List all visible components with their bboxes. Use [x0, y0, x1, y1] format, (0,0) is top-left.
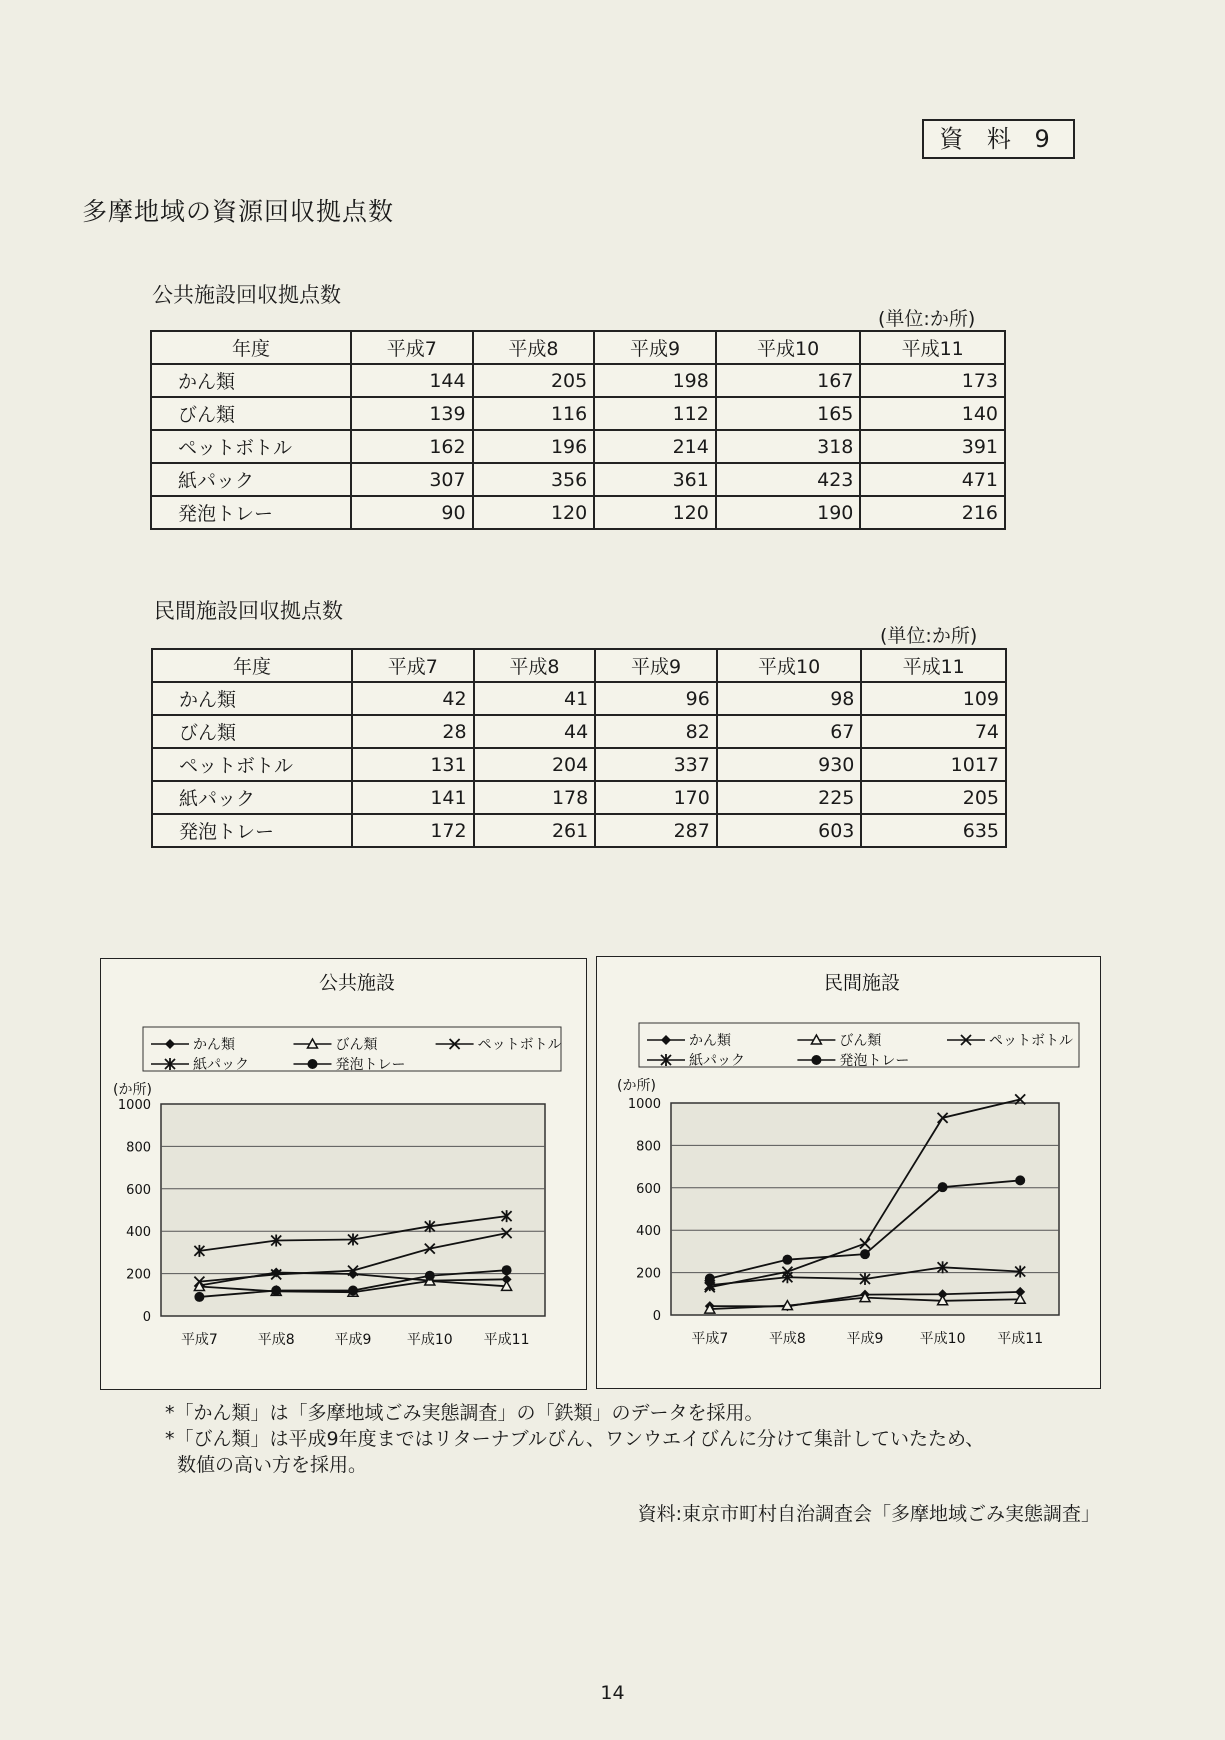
table-cell: 165	[716, 397, 861, 430]
row-label: びん類	[151, 397, 351, 430]
x-tick-label: 平成10	[406, 1332, 453, 1348]
header-cell: 平成10	[717, 649, 862, 682]
table-cell: 96	[595, 682, 717, 715]
table-cell: 1017	[861, 748, 1006, 781]
x-tick-label: 平成9	[334, 1332, 372, 1348]
legend-label: びん類	[335, 1037, 378, 1053]
legend-item	[293, 1036, 377, 1053]
data-point	[705, 1274, 715, 1284]
chart-title: 公共施設	[318, 972, 396, 994]
diamond-marker	[661, 1035, 671, 1045]
legend-item	[151, 1036, 235, 1053]
table-cell: 144	[351, 364, 473, 397]
table-header-row	[152, 649, 1006, 682]
legend-label: 発泡トレー	[839, 1053, 910, 1069]
page-number: 14	[600, 1682, 625, 1704]
row-label: 紙パック	[152, 781, 352, 814]
legend-item	[647, 1032, 731, 1049]
row-label: びん類	[152, 715, 352, 748]
data-point	[194, 1292, 204, 1302]
public-table-title: 公共施設回収拠点数	[152, 283, 341, 307]
table-cell: 198	[594, 364, 716, 397]
header-cell: 平成8	[473, 331, 595, 364]
circle-marker	[811, 1055, 821, 1065]
private-chart	[596, 956, 1101, 1389]
table-cell: 44	[474, 715, 596, 748]
legend-label: ペットボトル	[477, 1037, 562, 1053]
data-point	[348, 1286, 358, 1296]
circle-marker	[1015, 1175, 1025, 1185]
table-row	[151, 364, 1005, 397]
note-line: *「びん類」は平成9年度まではリターナブルびん、ワンウエイびんに分けて集計していたため、	[165, 1428, 985, 1450]
y-tick-label: 0	[142, 1310, 151, 1325]
legend-marker	[661, 1035, 671, 1045]
y-tick-label: 200	[126, 1267, 151, 1283]
table-cell: 173	[860, 364, 1005, 397]
row-label: 発泡トレー	[152, 814, 352, 847]
circle-marker	[705, 1274, 715, 1284]
table-row	[151, 463, 1005, 496]
circle-marker	[271, 1286, 281, 1296]
table-header-row	[151, 331, 1005, 364]
header-cell: 平成9	[595, 649, 717, 682]
table-cell: 98	[717, 682, 862, 715]
table-cell: 140	[860, 397, 1005, 430]
row-label: ペットボトル	[152, 748, 352, 781]
private-table	[151, 648, 1007, 848]
private-chart-canvas	[597, 957, 1099, 1387]
document-label: 資 料 9	[922, 119, 1075, 159]
note-line: *「かん類」は「多摩地域ごみ実態調査」の「鉄類」のデータを採用。	[165, 1402, 764, 1424]
circle-marker	[425, 1271, 435, 1281]
table-cell: 261	[474, 814, 596, 847]
y-axis-unit: (か所)	[113, 1082, 152, 1098]
page-title: 多摩地域の資源回収拠点数	[82, 197, 395, 226]
legend-item	[947, 1033, 1073, 1049]
table-row	[152, 682, 1006, 715]
row-label: かん類	[152, 682, 352, 715]
table-cell: 67	[717, 715, 862, 748]
table-cell: 170	[595, 781, 717, 814]
y-tick-label: 1000	[117, 1098, 151, 1113]
data-point	[271, 1286, 281, 1296]
legend-marker	[165, 1039, 175, 1049]
x-tick-label: 平成9	[846, 1331, 884, 1347]
table-cell: 120	[594, 496, 716, 529]
source-citation: 資料:東京市町村自治調査会「多摩地域ごみ実態調査」	[637, 1503, 1100, 1525]
row-label: 紙パック	[151, 463, 351, 496]
table-row	[151, 430, 1005, 463]
table-cell: 172	[352, 814, 474, 847]
x-tick-label: 平成10	[919, 1331, 966, 1347]
table-cell: 190	[716, 496, 861, 529]
table-cell: 162	[351, 430, 473, 463]
y-axis-unit: (か所)	[617, 1078, 656, 1094]
header-cell: 平成11	[861, 649, 1006, 682]
header-cell: 平成9	[594, 331, 716, 364]
x-tick-label: 平成11	[997, 1331, 1044, 1347]
public-chart	[100, 958, 587, 1390]
table-cell: 42	[352, 682, 474, 715]
table-row	[152, 715, 1006, 748]
data-point	[938, 1182, 948, 1192]
data-point	[782, 1255, 792, 1265]
table-cell: 178	[474, 781, 596, 814]
table-cell: 139	[351, 397, 473, 430]
table-row	[152, 814, 1006, 847]
table-cell: 109	[861, 682, 1006, 715]
circle-marker	[782, 1255, 792, 1265]
header-cell: 平成11	[860, 331, 1005, 364]
table-cell: 205	[473, 364, 595, 397]
data-point	[425, 1271, 435, 1281]
header-cell: 年度	[152, 649, 352, 682]
header-cell: 年度	[151, 331, 351, 364]
y-tick-label: 200	[636, 1266, 661, 1282]
table-cell: 214	[594, 430, 716, 463]
y-tick-label: 800	[126, 1140, 151, 1156]
circle-marker	[194, 1292, 204, 1302]
table-row	[151, 496, 1005, 529]
y-tick-label: 400	[636, 1224, 661, 1240]
header-cell: 平成10	[716, 331, 861, 364]
table-cell: 356	[473, 463, 595, 496]
table-cell: 361	[594, 463, 716, 496]
x-tick-label: 平成8	[768, 1331, 806, 1347]
legend-marker	[307, 1059, 317, 1069]
legend-item	[436, 1037, 562, 1053]
table-cell: 391	[860, 430, 1005, 463]
table-row	[151, 397, 1005, 430]
data-point	[502, 1265, 512, 1275]
table-cell: 41	[474, 682, 596, 715]
private-table-title: 民間施設回収拠点数	[154, 599, 343, 623]
legend-label: びん類	[839, 1033, 882, 1049]
header-cell: 平成8	[474, 649, 596, 682]
diamond-marker	[165, 1039, 175, 1049]
legend-label: かん類	[193, 1037, 235, 1053]
table-cell: 603	[717, 814, 862, 847]
y-tick-label: 600	[636, 1181, 661, 1197]
circle-marker	[860, 1249, 870, 1259]
x-tick-label: 平成8	[257, 1332, 295, 1348]
data-point	[860, 1249, 870, 1259]
public-table	[150, 330, 1006, 530]
table-cell: 204	[474, 748, 596, 781]
table-row	[152, 781, 1006, 814]
legend-item	[797, 1032, 881, 1049]
table-cell: 28	[352, 715, 474, 748]
table-cell: 196	[473, 430, 595, 463]
table-cell: 74	[861, 715, 1006, 748]
table-cell: 225	[717, 781, 862, 814]
table-cell: 131	[352, 748, 474, 781]
header-cell: 平成7	[352, 649, 474, 682]
table-cell: 82	[595, 715, 717, 748]
public-unit-label: (単位:か所)	[878, 308, 976, 330]
note-line: 数値の高い方を採用。	[177, 1454, 368, 1476]
row-label: かん類	[151, 364, 351, 397]
table-cell: 287	[595, 814, 717, 847]
table-cell: 120	[473, 496, 595, 529]
header-cell: 平成7	[351, 331, 473, 364]
legend-marker	[811, 1055, 821, 1065]
row-label: 発泡トレー	[151, 496, 351, 529]
table-cell: 635	[861, 814, 1006, 847]
circle-marker	[307, 1059, 317, 1069]
x-tick-label: 平成7	[691, 1331, 729, 1347]
y-tick-label: 800	[636, 1139, 661, 1155]
y-tick-label: 600	[126, 1182, 151, 1198]
x-tick-label: 平成11	[483, 1332, 530, 1348]
y-tick-label: 0	[652, 1309, 661, 1324]
circle-marker	[348, 1286, 358, 1296]
circle-marker	[502, 1265, 512, 1275]
table-cell: 167	[716, 364, 861, 397]
legend-label: かん類	[689, 1033, 731, 1049]
table-cell: 216	[860, 496, 1005, 529]
table-cell: 423	[716, 463, 861, 496]
table-cell: 471	[860, 463, 1005, 496]
legend-label: ペットボトル	[989, 1033, 1073, 1049]
legend-label: 紙パック	[689, 1053, 745, 1069]
table-cell: 318	[716, 430, 861, 463]
y-tick-label: 400	[126, 1225, 151, 1241]
x-tick-label: 平成7	[180, 1332, 218, 1348]
public-chart-canvas	[101, 959, 585, 1388]
table-cell: 112	[594, 397, 716, 430]
table-cell: 90	[351, 496, 473, 529]
legend-label: 発泡トレー	[335, 1057, 406, 1073]
table-cell: 205	[861, 781, 1006, 814]
circle-marker	[938, 1182, 948, 1192]
table-cell: 141	[352, 781, 474, 814]
private-unit-label: (単位:か所)	[880, 625, 978, 647]
table-cell: 307	[351, 463, 473, 496]
table-cell: 116	[473, 397, 595, 430]
table-cell: 930	[717, 748, 862, 781]
y-tick-label: 1000	[627, 1097, 661, 1112]
table-row	[152, 748, 1006, 781]
legend-label: 紙パック	[193, 1057, 249, 1073]
data-point	[1015, 1175, 1025, 1185]
row-label: ペットボトル	[151, 430, 351, 463]
table-cell: 337	[595, 748, 717, 781]
chart-title: 民間施設	[823, 972, 901, 994]
